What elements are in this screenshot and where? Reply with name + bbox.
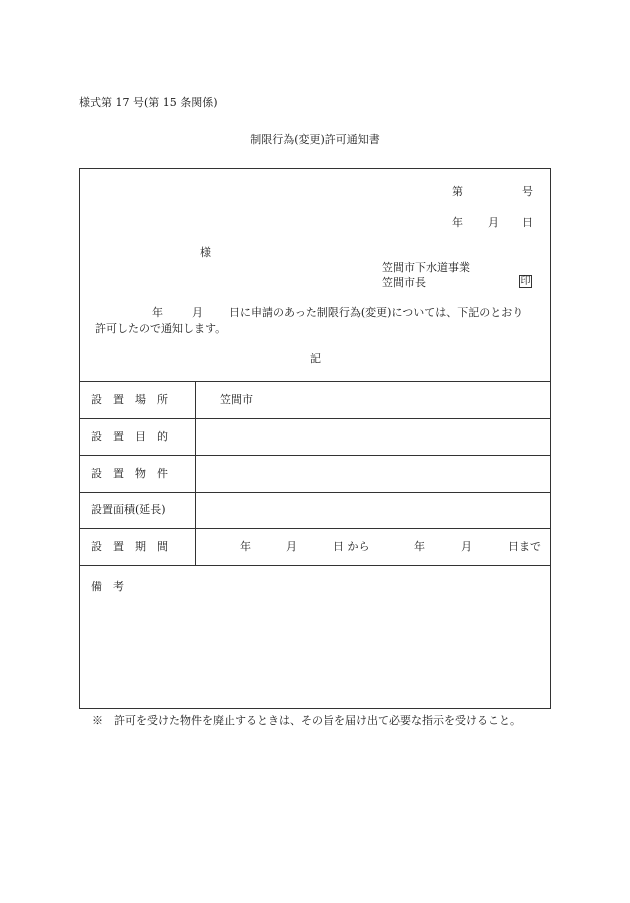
period-until: 日まで: [508, 540, 541, 553]
date-month-label: 月: [488, 216, 499, 229]
row-label-area: 設置面積(延長): [91, 503, 166, 516]
row-divider: [79, 381, 551, 382]
row-divider: [79, 455, 551, 456]
ki-label: 記: [310, 352, 321, 365]
row-value-location: 笠間市: [220, 393, 253, 406]
remarks-label: 備 考: [91, 580, 124, 593]
body-year-label: 年: [152, 306, 163, 319]
body-text-line2: 許可したので通知します。: [95, 322, 227, 335]
number-prefix: 第: [452, 185, 463, 198]
seal-mark: 印: [520, 276, 531, 287]
addressee-honorific: 様: [200, 246, 211, 259]
row-divider: [79, 528, 551, 529]
form-number: 様式第 17 号(第 15 条関係): [79, 96, 218, 109]
period-month2: 月: [461, 540, 472, 553]
period-month1: 月: [286, 540, 297, 553]
period-year2: 年: [414, 540, 425, 553]
issuer-organization: 笠間市下水道事業: [382, 261, 470, 274]
row-label-object: 設 置 物 件: [91, 467, 168, 480]
body-text-line1: 日に申請のあった制限行為(変更)については、下記のとおり: [229, 306, 524, 319]
period-from: 日 から: [333, 540, 370, 553]
row-divider: [79, 418, 551, 419]
footnote: ※ 許可を受けた物件を廃止するときは、その旨を届け出て必要な指示を受けること。: [92, 714, 521, 727]
date-year-label: 年: [452, 216, 463, 229]
period-year1: 年: [240, 540, 251, 553]
row-divider: [79, 565, 551, 566]
row-label-period: 設 置 期 間: [91, 540, 168, 553]
body-month-label: 月: [192, 306, 203, 319]
issuer-title: 笠間市長: [382, 276, 426, 289]
date-day-label: 日: [522, 216, 533, 229]
row-label-location: 設 置 場 所: [91, 393, 168, 406]
row-label-purpose: 設 置 目 的: [91, 430, 168, 443]
column-divider: [195, 381, 196, 565]
row-divider: [79, 492, 551, 493]
document-title: 制限行為(変更)許可通知書: [250, 133, 380, 146]
number-suffix: 号: [522, 185, 533, 198]
